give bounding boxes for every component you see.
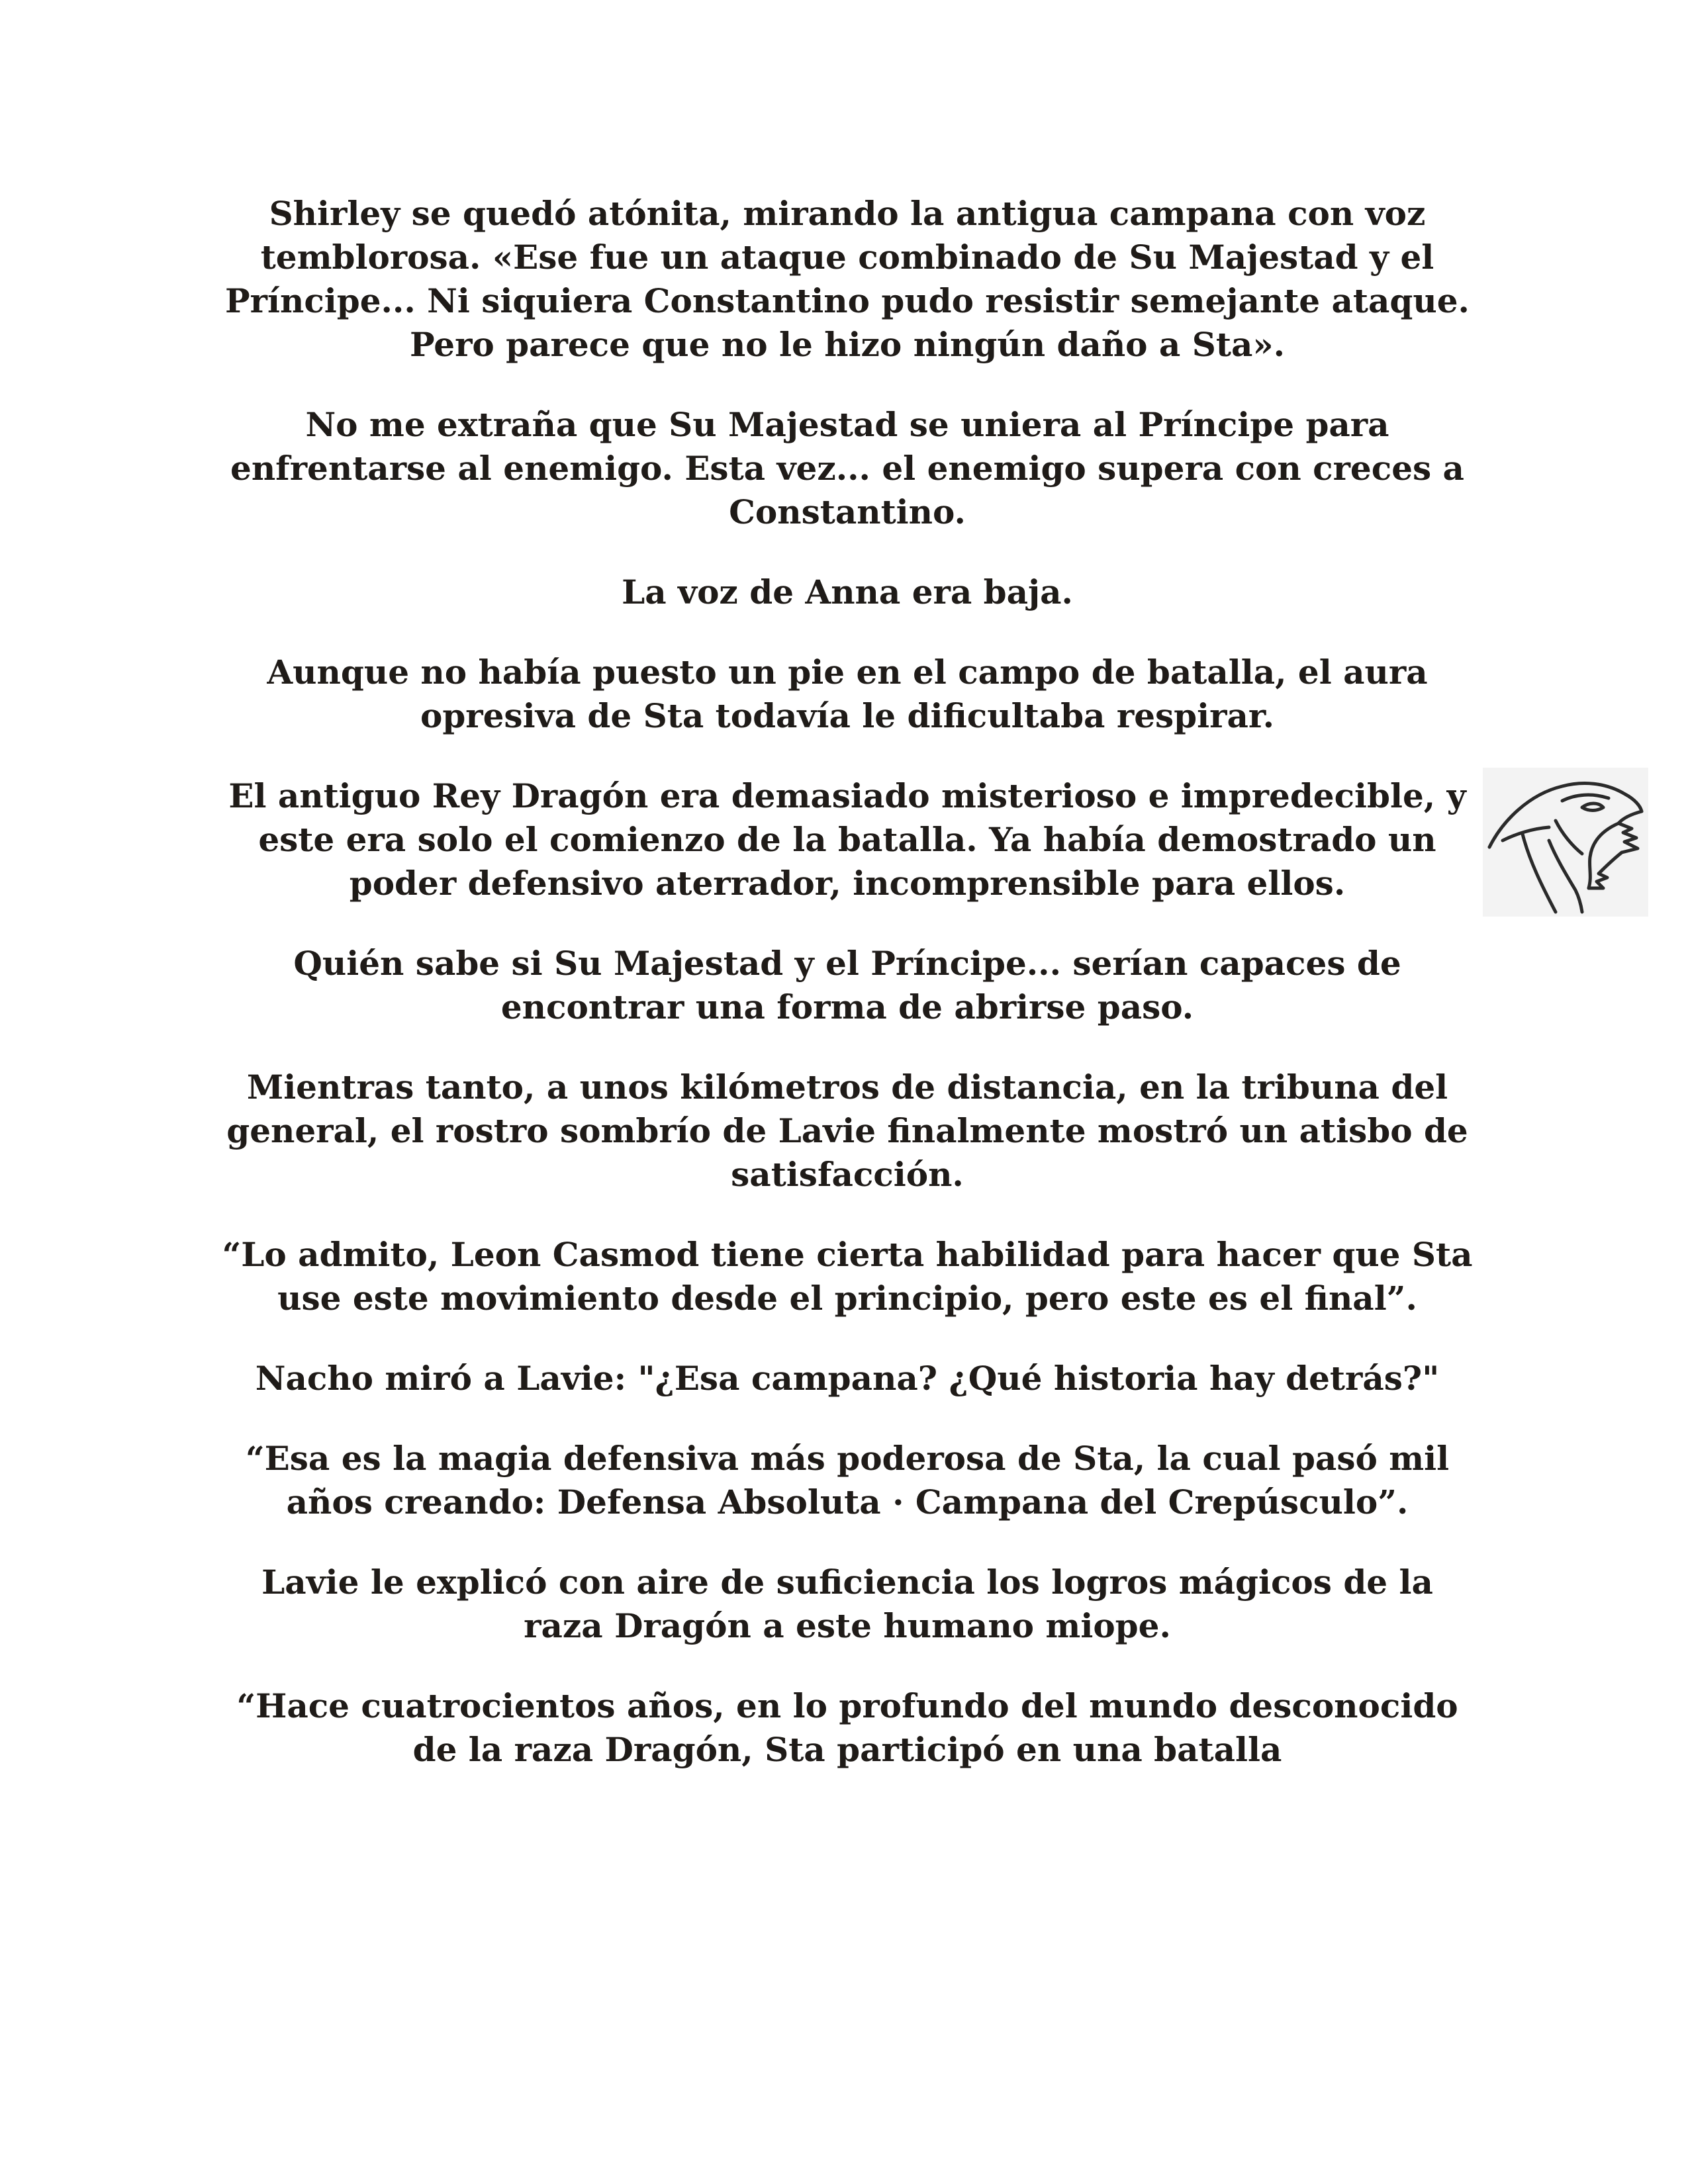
paragraph-10: “Esa es la magia defensiva más poderosa de Sta, la cual pasó mil años creando: Defensa Absoluta · Campana del Crepúsculo”.: [245, 1439, 1450, 1522]
paragraph-8: “Lo admito, Leon Casmod tiene cierta habilidad para hacer que Sta use este movimiento desde el principio, pero este es el final”.: [222, 1235, 1473, 1318]
paragraph-7: Mientras tanto, a unos kilómetros de distancia, en la tribuna del general, el rostro sombrío de Lavie finalmente mostró un atisbo de satisfacción.: [226, 1068, 1468, 1194]
paragraph-9: Nacho miró a Lavie: "¿Esa campana? ¿Qué historia hay detrás?": [255, 1359, 1440, 1398]
paragraph-6: Quién sabe si Su Majestad y el Príncipe... serían capaces de encontrar una forma de abrirse paso.: [293, 944, 1401, 1026]
paragraph-12: “Hace cuatrocientos años, en lo profundo del mundo desconocido de la raza Dragón, Sta participó en una batalla: [236, 1686, 1458, 1769]
paragraph-5: El antiguo Rey Dragón era demasiado misterioso e impredecible, y este era solo el comienzo de la batalla. Ya había demostrado un poder defensivo aterrador, incomprensible para ellos.: [228, 776, 1466, 903]
paragraph-4: Aunque no había puesto un pie en el campo de batalla, el aura opresiva de Sta todavía le dificultaba respirar.: [267, 653, 1428, 735]
dragon-head-icon: [1483, 768, 1648, 917]
paragraph-2: No me extraña que Su Majestad se uniera al Príncipe para enfrentarse al enemigo. Esta vez... el enemigo supera con creces a Constantino.: [230, 405, 1464, 531]
paragraph-11: Lavie le explicó con aire de suficiencia los logros mágicos de la raza Dragón a este humano miope.: [261, 1563, 1433, 1645]
paragraph-3: La voz de Anna era baja.: [622, 572, 1073, 612]
paragraph-1: Shirley se quedó atónita, mirando la antigua campana con voz temblorosa. «Ese fue un ataque combinado de Su Majestad y el Príncipe... Ni siquiera Constantino pudo resistir semejante ataque. Pero parece que no le hizo ningún daño a Sta».: [225, 194, 1470, 364]
story-text: [218, 192, 1476, 1808]
